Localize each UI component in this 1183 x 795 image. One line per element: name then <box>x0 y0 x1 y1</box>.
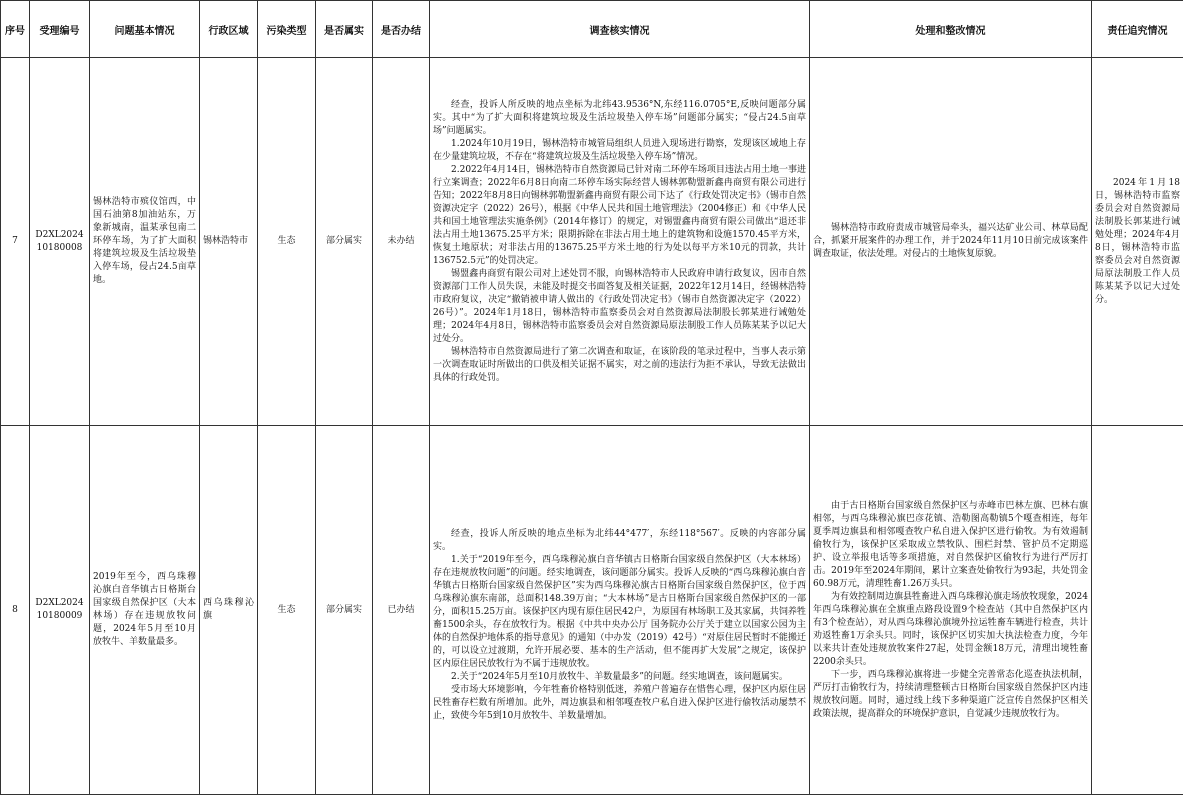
cell-handling <box>810 426 1092 795</box>
cell-region: 西乌珠穆沁旗 <box>200 426 258 795</box>
header-case-no: 受理编号 <box>30 1 90 58</box>
cell-accountability <box>1092 426 1183 795</box>
accountability-text: 2024年1月18日，锡林浩特市监察委员会对自然资源局法制股长郭某进行诫勉处理；2024年4月8日，锡林浩特市监察委员会对自然资源局原法制股工作人员陈某某予以记大过处分。 <box>1095 177 1180 307</box>
cell-seq: 7 <box>1 58 30 426</box>
cell-is-closed: 已办结 <box>373 426 430 795</box>
header-seq: 序号 <box>1 1 30 58</box>
header-is-closed: 是否办结 <box>373 1 430 58</box>
cell-investigation <box>430 426 810 795</box>
investigation-paragraph: 1.2024年10月19日，锡林浩特市城管局组织人员进入现场进行勘察，发现该区域地上存在少量建筑垃圾，不存在“将建筑垃圾及生活垃圾垫入停车场”情况。 <box>433 138 806 164</box>
investigation-paragraph: 1.关于“2019年至今，西乌珠穆沁旗白音华镇古日格斯台国家级自然保护区（大本林场）存在违规放牧问题”的问题。经实地调查，该问题部分属实。投诉人反映的“西乌珠穆沁旗白音华镇古日格斯台国家级自然保护区”实为西乌珠穆沁旗古日格斯台国家级自然保护区，位于西乌珠穆沁旗东南部，总面积148.39万亩；“大本林场”是古日格斯台国家级自然保护区的一部分，面积15.25万亩。该保护区内现有原住居民42户，为原国有林场职工及其家属，共饲养牲畜1500余头，存在放牧行为。根据《中共中央办公厅 国务院办公厅关于建立以国家公园为主体的自然保护地体系的指导意见》的通知（中办发（2019）42号）“对原住居民暂时不能搬迁的，可以设立过渡期，允许开展必要、基本的生产活动，但不能再扩大发展”之规定，该保护区内原住居民放牧行为不属于违规放牧。 <box>433 554 806 671</box>
cell-investigation <box>430 58 810 426</box>
header-is-true: 是否属实 <box>316 1 373 58</box>
investigation-paragraph: 2.关于“2024年5月至10月放牧牛、羊数量最多”的问题。经实地调查，该问题属实。 <box>433 671 806 684</box>
cell-pollution: 生态 <box>258 58 316 426</box>
header-investigation: 调查核实情况 <box>430 1 810 58</box>
cell-is-closed: 未办结 <box>373 58 430 426</box>
cell-issue: 锡林浩特市殡仪馆西，中国石油第8加油站东，万象新城南，温某承包南二环停车场，为了扩大面积将建筑垃圾及生活垃圾垫入停车场，侵占24.5亩草地。 <box>90 58 200 426</box>
handling-paragraph: 锡林浩特市政府责成市城管局牵头，福兴达矿业公司、林草局配合，抓紧开展案件的办理工作，并于2024年11月10日前完成该案件调查取证，依法处理。对侵占的土地恢复原貌。 <box>813 222 1088 261</box>
investigation-paragraph: 2.2022年4月14日，锡林浩特市自然资源局已针对南二环停车场项目违法占用土地一事进行立案调查；2022年6月8日向南二环停车场实际经营人锡林郭勒盟新鑫冉商贸有限公司进行告知；2022年8月8日向锡林郭勒盟新鑫冉商贸有限公司下达了《行政处罚决定书》（锡市自然资源决定字（2022）26号），根据《中华人民共和国土地管理法》（2004修正）和《中华人民共和国土地管理法实施条例》（2014年修订）的规定，对锡盟鑫冉商贸有限公司做出“退还非法占用土地13675.25平方米；限期拆除在非法占用土地上的建筑物和设施1570.45平方米，恢复土地原状；对非法占用的13675.25平方米土地的行为处以每平方米10元的罚款，共计136752.5元”的处罚决定。 <box>433 164 806 268</box>
header-accountability: 责任追究情况 <box>1092 1 1183 58</box>
cell-is-true: 部分属实 <box>316 426 373 795</box>
header-row <box>1 1 1183 58</box>
cell-region: 锡林浩特市 <box>200 58 258 426</box>
cell-case-no: D2XL202410180008 <box>30 58 90 426</box>
investigation-paragraph: 经查，投诉人所反映的地点坐标为北纬44°477′，东经118°567′。反映的内容部分属实。 <box>433 528 806 554</box>
cell-accountability <box>1092 58 1183 426</box>
investigation-paragraph: 锡盟鑫冉商贸有限公司对上述处罚不服，向锡林浩特市人民政府申请行政复议，因市自然资源部门工作人员失误，未能及时提交书面答复及相关证据，2022年12月14日，经锡林浩特市政府复议，决定“撤销被申请人做出的《行政处罚决定书》（锡市自然资源决定字（2022）26号）”。2024年1月18日，锡林浩特市监察委员会对自然资源局法制股长郭某进行诫勉处理；2024年4月8日，锡林浩特市监察委员会对自然资源局原法制股工作人员陈某某予以记大过处分。 <box>433 268 806 346</box>
cell-pollution: 生态 <box>258 426 316 795</box>
header-region: 行政区域 <box>200 1 258 58</box>
investigation-paragraph: 锡林浩特市自然资源局进行了第二次调查和取证，在该阶段的笔录过程中，当事人表示第一次调查取证时所做出的口供及相关证据不属实，对之前的违法行为拒不承认，导致无法做出具体的行政处罚。 <box>433 346 806 385</box>
handling-paragraph: 为有效控制周边旗县牲畜进入西乌珠穆沁旗走场放牧现象，2024年西乌珠穆沁旗在全旗重点路段设置9个检查站（其中自然保护区内有3个检查站），对从西乌珠穆沁旗境外拉运牲畜车辆进行检查，共计劝返牲畜1万余头只。同时，该保护区切实加大执法检查力度，今年以来共计查处违规放牧案件27起，处罚金额18万元，清理出境牲畜2200余头只。 <box>813 591 1088 669</box>
cell-case-no: D2XL202410180009 <box>30 426 90 795</box>
header-issue: 问题基本情况 <box>90 1 200 58</box>
handling-paragraph: 由于古日格斯台国家级自然保护区与赤峰市巴林左旗、巴林右旗相邻，与西乌珠穆沁旗巴彦花镇、浩勒图高勒镇5个嘎查相连，每年夏季周边旗县和相邻嘎查牧户私自进入保护区进行偷牧。为有效遏制偷牧行为，该保护区采取成立禁牧队、围栏封禁、管护员不定期巡护、设立举报电话等多项措施，对自然保护区偷牧行为进行严厉打击。2019年至2024年期间，累计立案查处偷牧行为93起，共处罚金60.98万元，清理牲畜1.26万头只。 <box>813 500 1088 591</box>
investigation-paragraph: 经查，投诉人所反映的地点坐标为北纬43.9536°N,东经116.0705°E,反映问题部分属实。其中“为了扩大面积将建筑垃圾及生活垃圾垫入停车场”问题部分属实；“侵占24.5亩草场”问题属实。 <box>433 99 806 138</box>
header-pollution: 污染类型 <box>258 1 316 58</box>
cell-is-true: 部分属实 <box>316 58 373 426</box>
handling-paragraph: 下一步，西乌珠穆沁旗将进一步健全完善常态化巡查执法机制，严厉打击偷牧行为，持续清理整顿古日格斯台国家级自然保护区内违规放牧问题。同时，通过线上线下多种渠道广泛宣传自然保护区相关政策法规，提高群众的环境保护意识，自觉减少违规放牧行为。 <box>813 669 1088 721</box>
cell-seq: 8 <box>1 426 30 795</box>
investigation-paragraph: 受市场大环境影响，今年牲畜价格特别低迷，养殖户普遍存在惜售心理，保护区内原住居民牲畜存栏数有所增加。此外，周边旗县和相邻嘎查牧户私自进入保护区进行偷牧活动屡禁不止，致使今年5到10月放牧牛、羊数量增加。 <box>433 684 806 723</box>
cell-handling <box>810 58 1092 426</box>
header-handling: 处理和整改情况 <box>810 1 1092 58</box>
cell-issue: 2019年至今，西乌珠穆沁旗白音华镇古日格斯台国家级自然保护区（大本林场）存在违规放牧问题，2024年5月至10月放牧牛、羊数量最多。 <box>90 426 200 795</box>
table-row <box>1 58 1183 426</box>
table-row <box>1 426 1183 795</box>
